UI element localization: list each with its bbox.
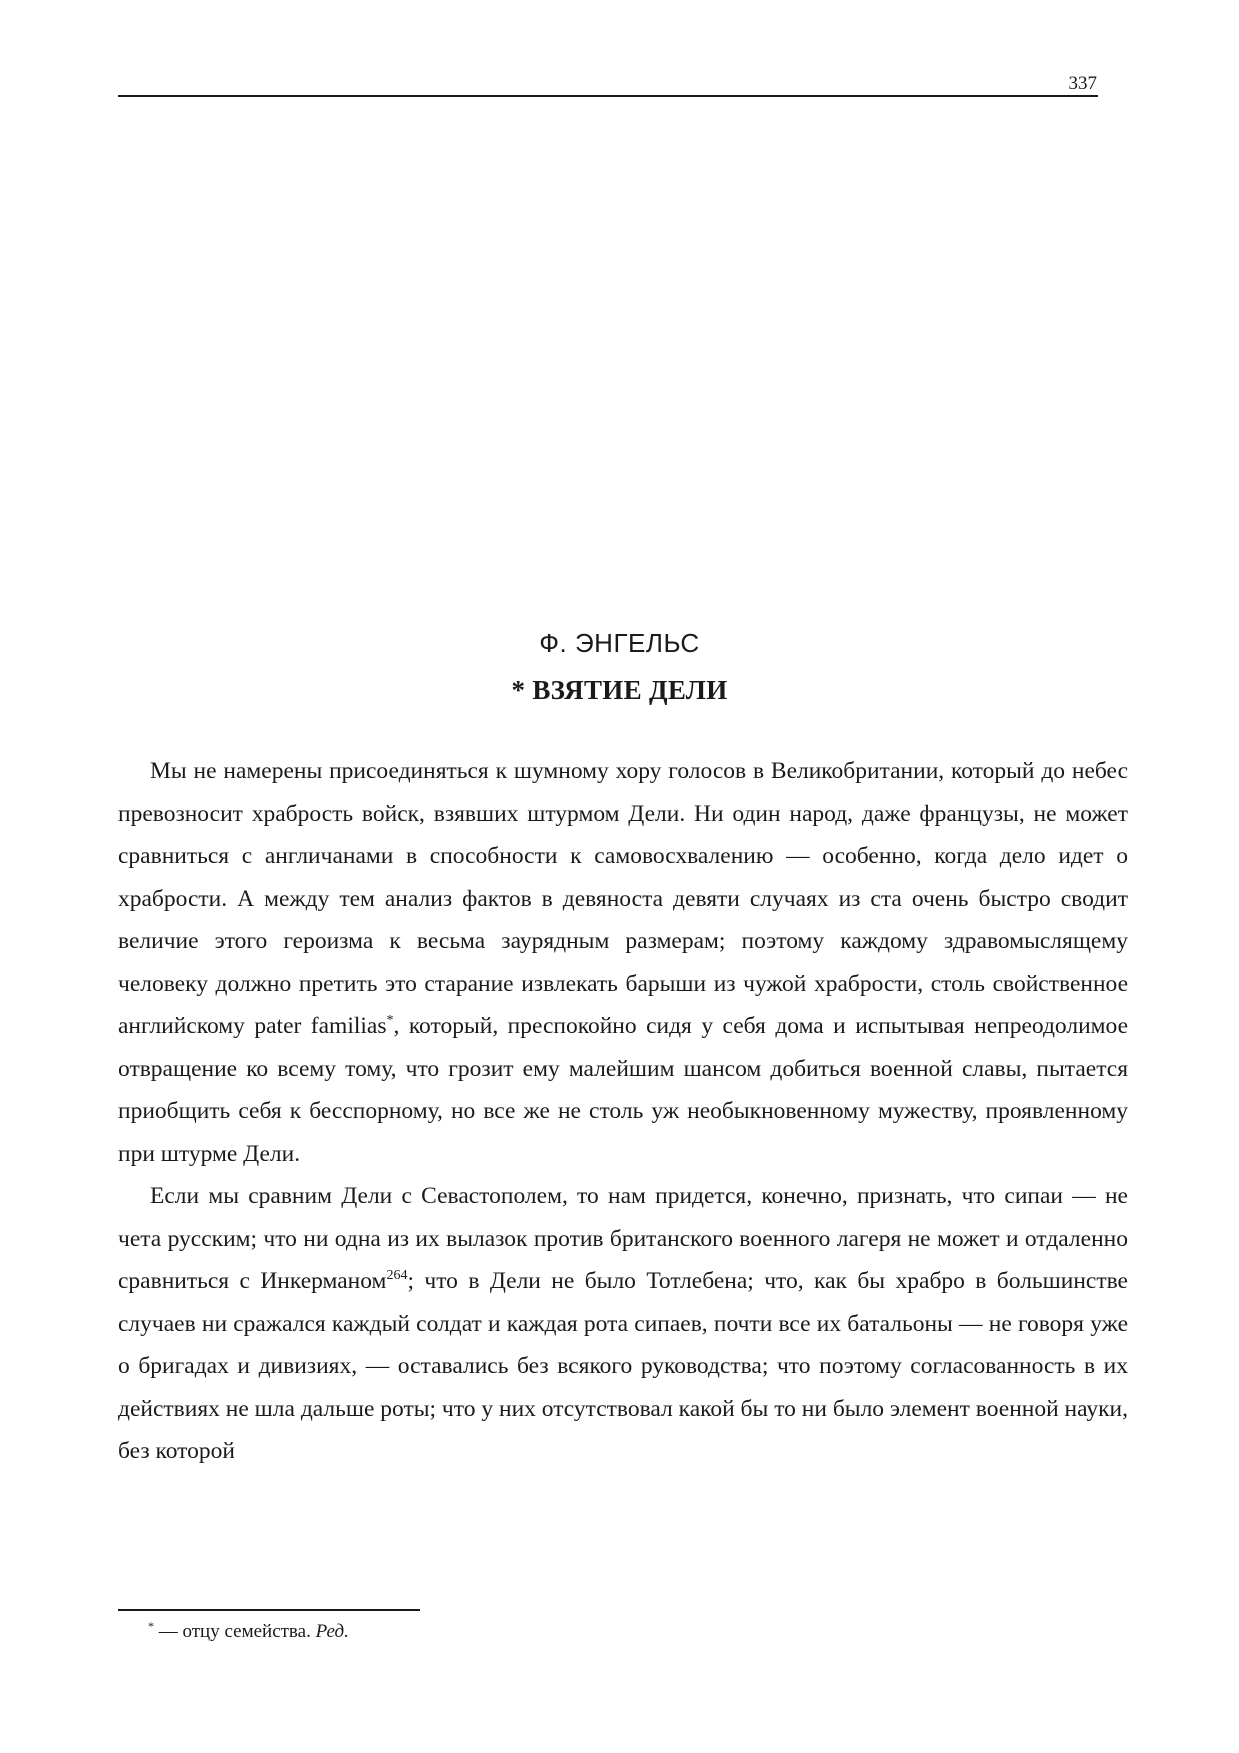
paragraph-2-text-a: Если мы сравним Дели с Севастополем, то нам придется, конечно, признать, что сипаи — не чета русским; что ни одна из их вылазок против британского военного лагеря не может и отдаленно сравниться с Инкерманом xyxy=(118,1183,1128,1294)
paragraph-1-text-a: Мы не намерены присоединяться к шумному хору голосов в Великобритании, который до небес превозносит храбрость войск, взявших штурмом Дели. Ни один народ, даже французы, не может сравниться с англичанами в способности к самовосхвалению — особенно, когда дело идет о храбрости. А между тем анализ фактов в девяноста девяти случаях из ста очень быстро сводит величие этого героизма к весьма заурядным размерам; поэтому каждому здравомыслящему человеку должно претить это старание извлекать барыши из чужой храбрости, столь свойственное английскому pater familias xyxy=(118,758,1128,1039)
endnote-reference: 264 xyxy=(386,1268,408,1283)
footnote-rule xyxy=(118,1609,420,1611)
paragraph-2-text-b: ; что в Дели не было Тотлебена; что, как бы храбро в большинстве случаев ни сражался каждый солдат и каждая рота сипаев, почти все их батальоны — не говоря уже о бригадах и дивизиях, — оставались без всякого руководства; что поэтому согласованность в их действиях не шла дальше роты; что у них отсутствовал какой бы то ни было элемент военной науки, без которой xyxy=(118,1268,1128,1464)
footnote-editor: Ред. xyxy=(315,1621,349,1642)
footnote xyxy=(148,1620,349,1644)
footnote-marker: * xyxy=(148,1619,154,1633)
page-number: 337 xyxy=(1068,73,1097,94)
paragraph-2 xyxy=(118,1175,1128,1473)
article-body xyxy=(118,750,1128,1473)
paragraph-1 xyxy=(118,750,1128,1175)
article-author: Ф. ЭНГЕЛЬС xyxy=(539,628,700,658)
paragraph-1-text-b: , который, преспокойно сидя у себя дома и испытывая непреодолимое отвращение ко всему тому, что грозит ему малейшим шансом добиться военной славы, пытается приобщить себя к бесспорному, но все же не столь уж необыкновенному мужеству, проявленному при штурме Дели. xyxy=(118,1013,1129,1167)
footnote-text: — отцу семейства. xyxy=(154,1621,316,1642)
header-rule xyxy=(118,95,1098,97)
article-title: * ВЗЯТИЕ ДЕЛИ xyxy=(511,675,728,705)
footnote-reference: * xyxy=(386,1013,394,1028)
